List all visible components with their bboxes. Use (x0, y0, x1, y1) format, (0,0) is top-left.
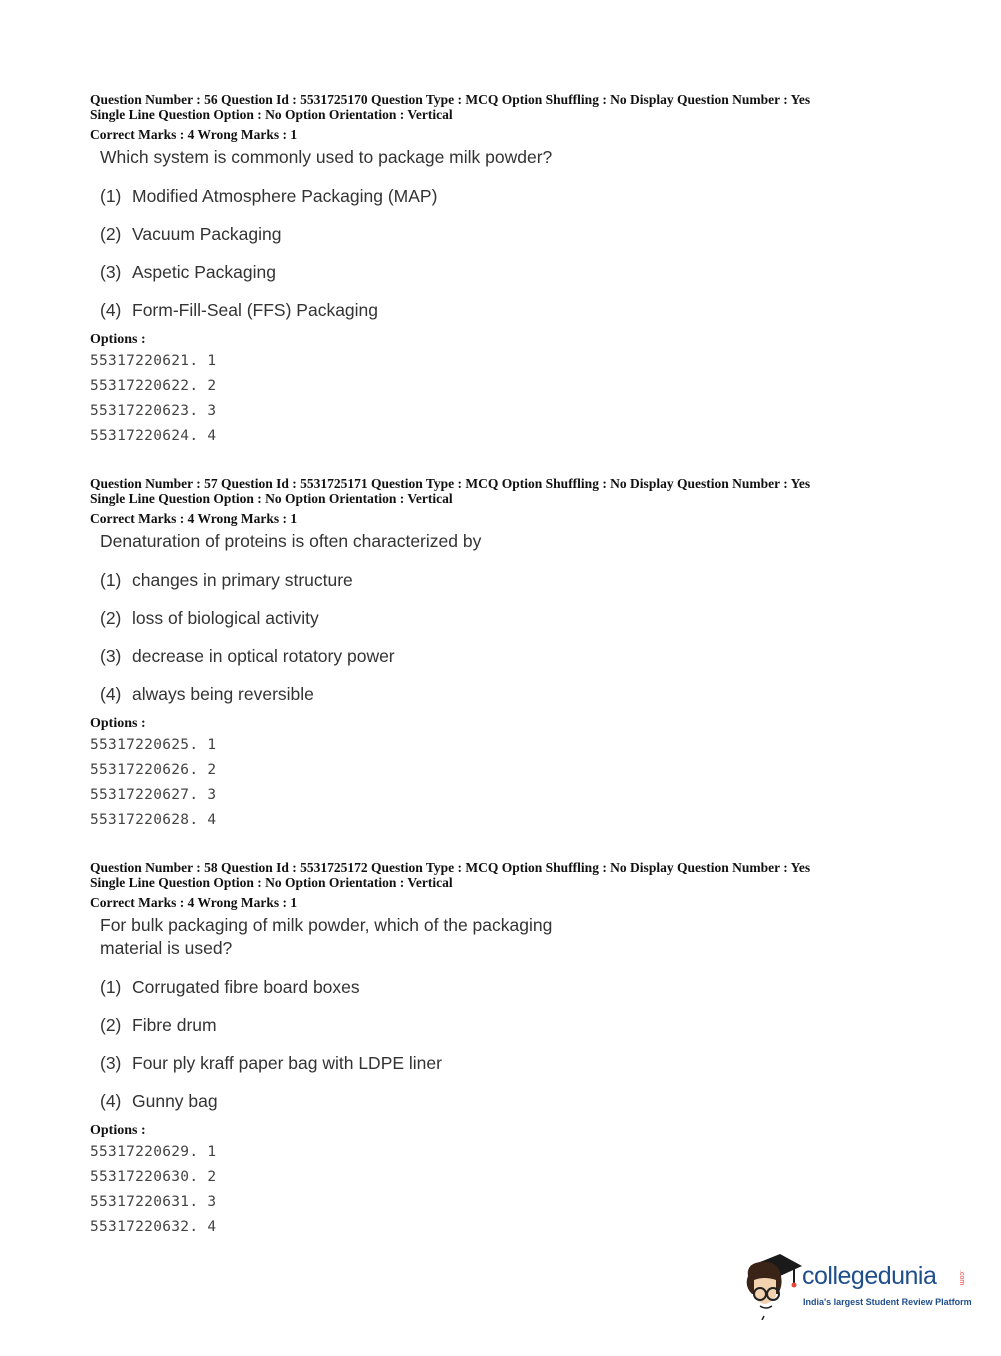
meta-line-1: Question Number : 58 Question Id : 5531725172 Question Type : MCQ Option Shuffling : No Display Question Number : Yes (90, 860, 811, 875)
option-4: (4) always being reversible (100, 684, 314, 704)
option-code: 55317220623. 3 (90, 403, 217, 419)
option-3: (3) Four ply kraff paper bag with LDPE liner (100, 1053, 442, 1073)
logo-suffix: .com (958, 1270, 965, 1286)
option-code: 55317220626. 2 (90, 762, 217, 778)
meta-line-1: Question Number : 57 Question Id : 5531725171 Question Type : MCQ Option Shuffling : No Display Question Number : Yes (90, 476, 811, 491)
option-code: 55317220627. 3 (90, 787, 217, 803)
question-meta (90, 476, 950, 526)
marks-line: Correct Marks : 4 Wrong Marks : 1 (90, 127, 298, 142)
meta-line-1: Question Number : 56 Question Id : 5531725170 Question Type : MCQ Option Shuffling : No Display Question Number : Yes (90, 92, 811, 107)
marks-line: Correct Marks : 4 Wrong Marks : 1 (90, 511, 298, 526)
mascot-icon (740, 1250, 802, 1320)
option-code: 55317220621. 1 (90, 353, 217, 369)
meta-line-2: Single Line Question Option : No Option Orientation : Vertical (90, 491, 453, 506)
option-code: 55317220625. 1 (90, 737, 217, 753)
option-code: 55317220628. 4 (90, 812, 217, 828)
marks-line: Correct Marks : 4 Wrong Marks : 1 (90, 895, 298, 910)
question-meta (90, 860, 950, 910)
question-meta (90, 92, 950, 142)
option-2: (2) Fibre drum (100, 1015, 217, 1035)
logo-wordmark: collegedunia (802, 1262, 937, 1290)
option-code: 55317220624. 4 (90, 428, 217, 444)
option-code: 55317220632. 4 (90, 1219, 217, 1235)
question-text-line-2: material is used? (100, 938, 233, 958)
option-1: (1) Corrugated fibre board boxes (100, 977, 360, 997)
options-label: Options : (90, 1123, 146, 1138)
option-4: (4) Form-Fill-Seal (FFS) Packaging (100, 300, 379, 320)
options-label: Options : (90, 332, 146, 347)
option-2: (2) loss of biological activity (100, 608, 319, 628)
options-label: Options : (90, 716, 146, 731)
question-text (100, 914, 950, 960)
collegedunia-logo (740, 1250, 970, 1320)
option-code: 55317220622. 2 (90, 378, 217, 394)
option-code: 55317220629. 1 (90, 1144, 217, 1160)
question-58 (90, 860, 950, 1240)
option-2: (2) Vacuum Packaging (100, 224, 282, 244)
option-code: 55317220631. 3 (90, 1194, 217, 1210)
option-code: 55317220630. 2 (90, 1169, 217, 1185)
logo-tagline: India's largest Student Review Platform (803, 1297, 972, 1307)
question-text: Denaturation of proteins is often characterized by (100, 531, 482, 551)
option-3: (3) Aspetic Packaging (100, 262, 276, 282)
option-1: (1) Modified Atmosphere Packaging (MAP) (100, 186, 438, 206)
question-56 (90, 92, 950, 449)
question-text-line-1: For bulk packaging of milk powder, which of the packaging (100, 915, 553, 935)
option-3: (3) decrease in optical rotatory power (100, 646, 395, 666)
meta-line-2: Single Line Question Option : No Option Orientation : Vertical (90, 875, 453, 890)
option-1: (1) changes in primary structure (100, 570, 353, 590)
option-4: (4) Gunny bag (100, 1091, 218, 1111)
question-57 (90, 476, 950, 833)
meta-line-2: Single Line Question Option : No Option Orientation : Vertical (90, 107, 453, 122)
question-text: Which system is commonly used to package milk powder? (100, 147, 553, 167)
